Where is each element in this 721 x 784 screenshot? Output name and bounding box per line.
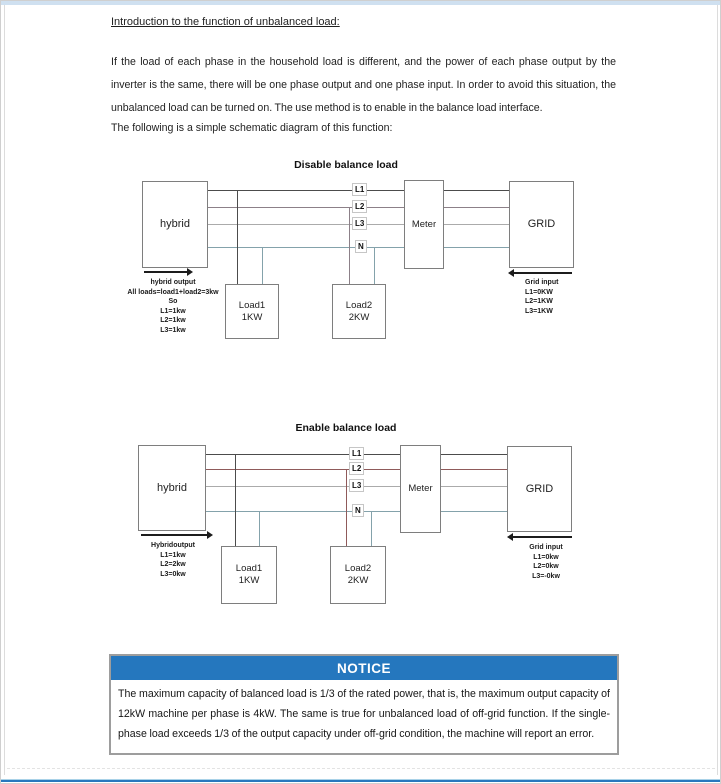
note-line: L1=1kw [160,551,186,559]
grid-input-note [525,278,595,316]
page-left-edge [4,5,5,775]
note-line: L1=0kw [533,553,559,561]
arrow-right-icon [141,534,208,536]
note-line: L1=0KW [525,288,553,296]
note-line: L1=1kw [160,307,186,315]
wire-drop-l2-load2 [346,469,347,546]
load2-box [332,284,386,339]
note-line: L2=2kw [160,561,186,568]
note-line: L2=1kw [160,317,186,324]
meter-box [404,180,444,269]
note-line: So [168,298,178,305]
load1-power: 1KW [241,311,263,323]
load2-power: 2KW [348,311,370,323]
grid-label: GRID [525,482,554,495]
meter-label: Meter [411,218,437,230]
schematic-lead: The following is a simple schematic diagram of this function: [111,122,393,134]
arrow-right-icon [144,271,188,273]
grid-label: GRID [527,218,556,230]
meter-label: Meter [408,483,433,494]
window-top-strip [1,1,721,5]
diagram-title: Disable balance load [294,159,398,171]
hybrid-label: hybrid [160,218,190,230]
wire-label-l3: L3 [352,217,367,230]
wire-label-l2: L2 [349,462,364,475]
load1-power: 1KW [238,575,260,586]
hybrid-label: hybrid [157,481,187,494]
window-bottom-line [1,779,721,782]
hybrid-box [138,445,206,531]
notice-body: The maximum capacity of balanced load is 1/3 of the rated power, that is, the maximum output capacity of 12kW machine per phase is 4kW. The same is true for unbalanced load of off-grid function. If the single-phase load exceeds 1/3 of the output capacity under off-grid condition, the machine will report an error. [118,688,610,740]
grid-input-note [513,543,579,581]
wire-l1 [444,190,509,191]
note-line: Grid input [525,279,559,286]
meter-box [400,445,441,533]
load2-name: Load2 [344,563,372,574]
load2-name: Load2 [345,299,373,311]
wire-drop-l1-load1 [237,190,238,284]
wire-l1 [441,454,507,455]
wire-n [444,247,509,248]
grid-box [509,181,574,268]
load2-box [330,546,386,604]
notice-box [109,654,619,755]
note-line: L3=0kw [160,570,186,578]
intro-heading: Introduction to the function of unbalanced load: [111,16,340,28]
load1-name: Load1 [238,299,266,311]
arrow-left-icon [512,536,572,538]
load1-box [225,284,279,339]
note-line: L3=1KW [525,307,553,315]
note-line: L3=-0kw [532,572,560,580]
page-break-dashes [7,768,715,769]
wire-l3 [441,486,507,487]
notice-title: NOTICE [111,656,617,680]
wire-drop-n-load1 [259,511,260,546]
wire-n [441,511,507,512]
diagram-title: Enable balance load [295,422,397,434]
load1-name: Load1 [235,563,263,574]
note-line: L3=1kw [160,326,186,334]
wire-drop-l2-load2 [349,207,350,284]
wire-drop-n-load1 [262,247,263,284]
wire-drop-n-load2 [371,511,372,546]
load1-box [221,546,277,604]
note-line: Grid input [529,544,563,551]
load2-power: 2KW [347,575,369,586]
note-line: L2=1KW [525,298,553,305]
wire-label-n: N [355,240,367,253]
page-right-edge [717,5,718,775]
hybrid-output-note [127,278,219,335]
hybrid-output-note [131,541,215,579]
wire-label-l2: L2 [352,200,367,213]
note-line: Hybridoutput [151,542,195,549]
wire-label-l1: L1 [352,183,367,196]
wire-label-n: N [352,504,364,517]
note-line: All loads=load1+load2=3kw [127,288,219,296]
wire-l3 [444,224,509,225]
note-line: hybrid output [150,279,196,286]
wire-label-l1: L1 [349,447,364,460]
hybrid-box [142,181,208,268]
wire-drop-l1-load1 [235,454,236,546]
wire-label-l3: L3 [349,479,364,492]
intro-paragraph: If the load of each phase in the household load is different, and the power of each phase output by the inverter is the same, there will be one phase output and one phase input. In order to avoid this situation, the unbalanced load can be turned on. The use method is to enable in the balance load interface. [111,56,616,114]
wire-l2 [444,207,509,208]
note-line: L2=0kw [533,563,559,570]
grid-box [507,446,572,532]
wire-l2 [441,469,507,470]
arrow-left-icon [513,272,572,274]
wire-drop-n-load2 [374,247,375,284]
